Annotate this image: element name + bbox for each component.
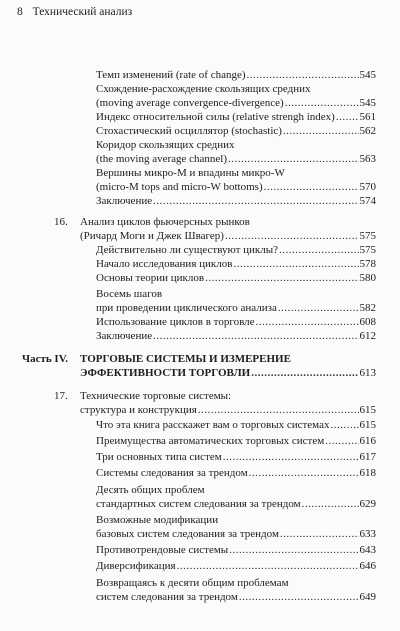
- page-header: [17, 6, 132, 18]
- page-number: 8: [17, 6, 23, 18]
- running-title: Технический анализ: [32, 6, 133, 18]
